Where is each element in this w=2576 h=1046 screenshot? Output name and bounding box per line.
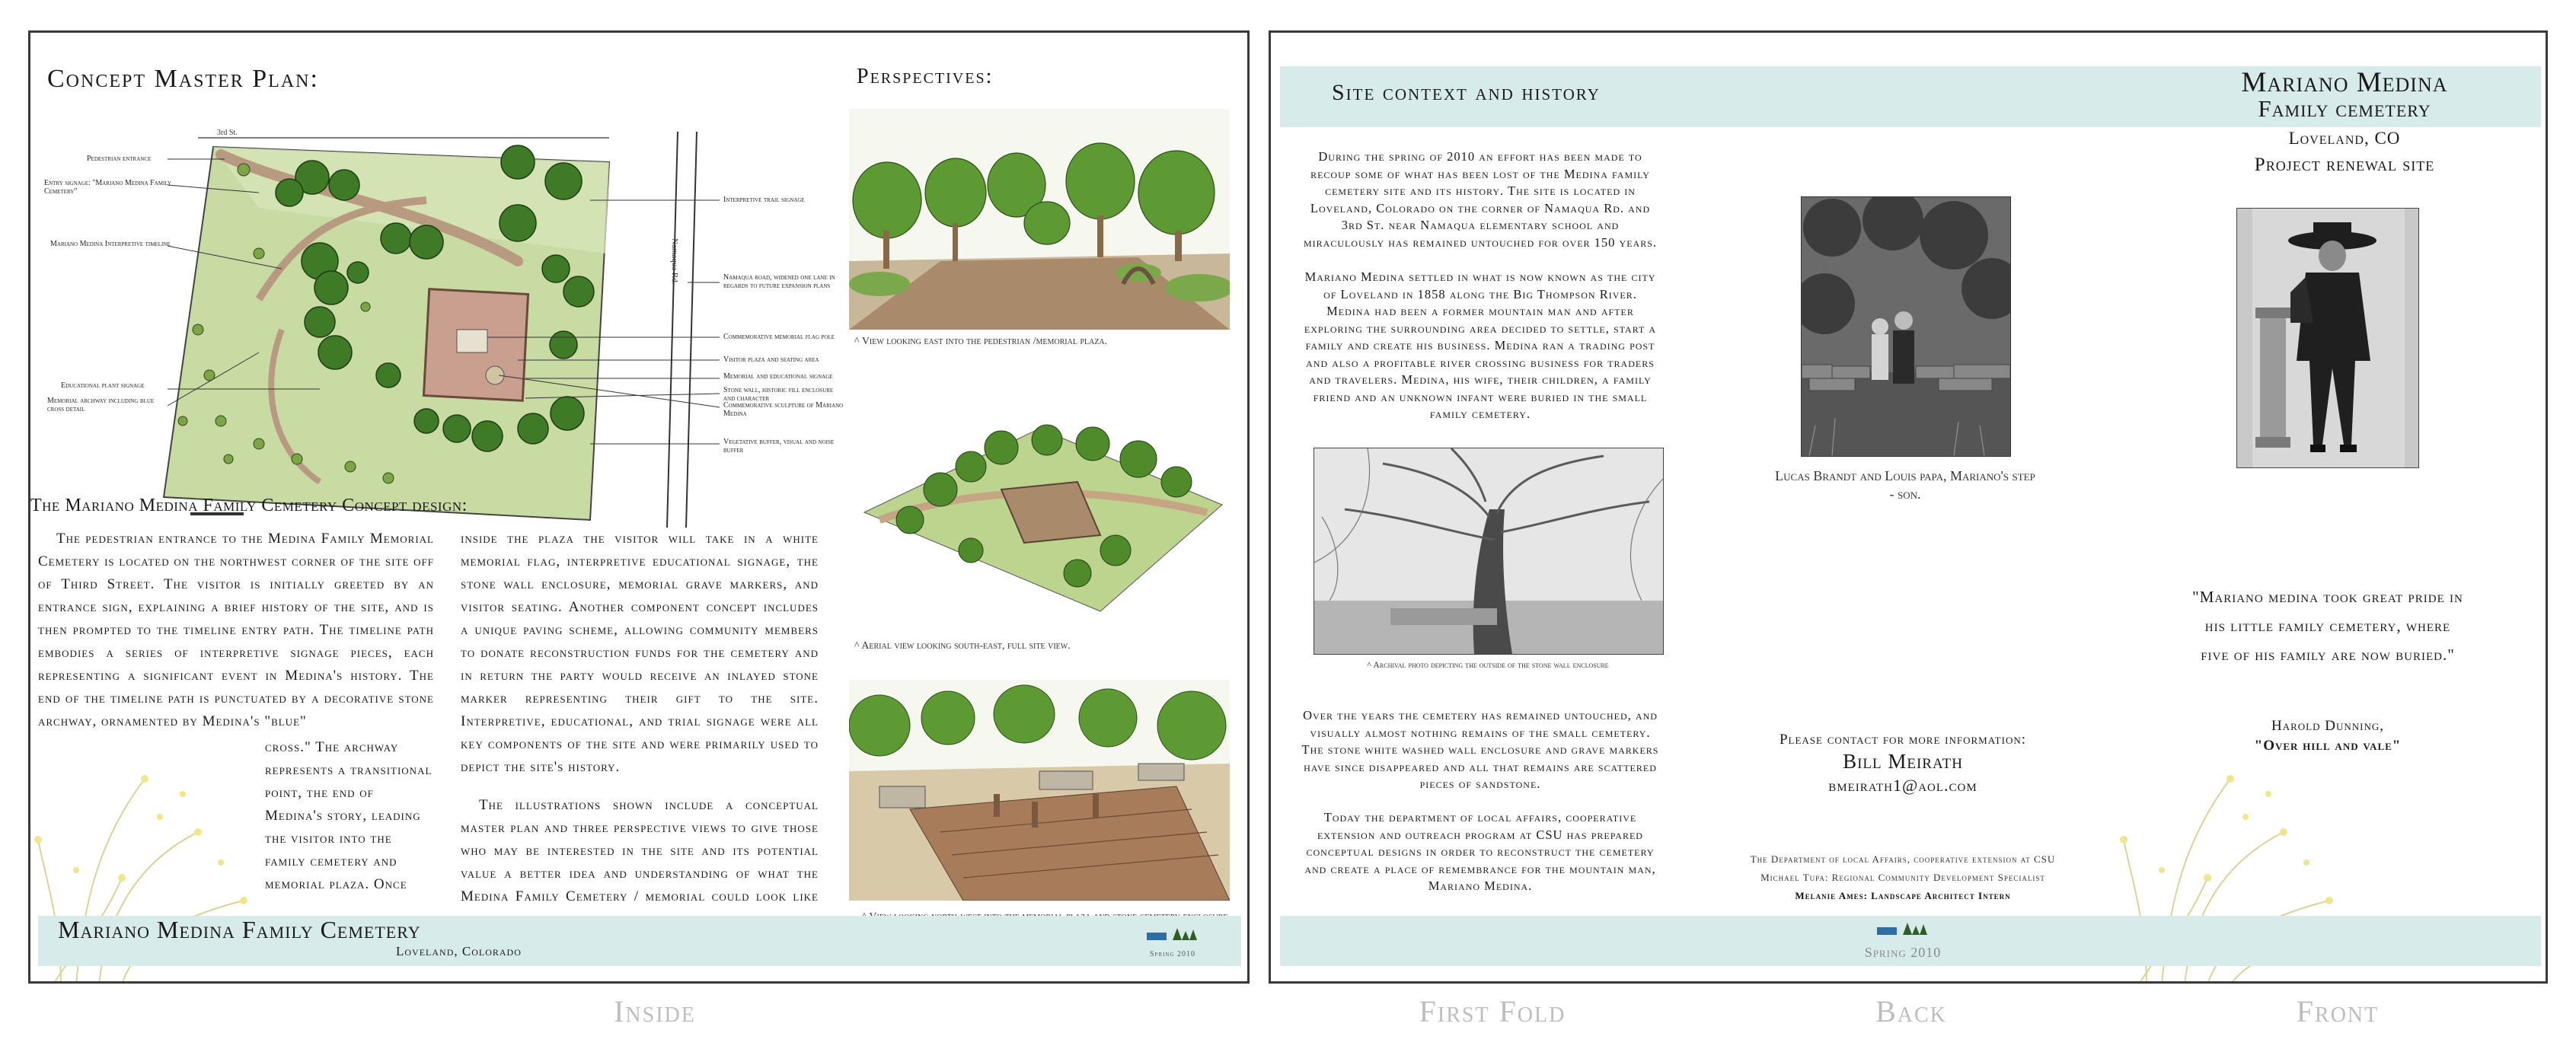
perspective-east-caption: ^ View looking east into the pedestrian /memorial plaza.: [854, 336, 1108, 347]
inside-footer-logo: [1142, 923, 1203, 960]
medina-portrait: [2236, 208, 2419, 468]
front-location: Loveland, CO: [2288, 129, 2401, 148]
plan-street-right: Namaqua Rd.: [670, 238, 679, 285]
perspectives-title: Perspectives:: [857, 65, 994, 88]
landscape-logo-icon: [1142, 923, 1203, 946]
inside-logo-text: Spring 2010: [1149, 950, 1196, 958]
history-paragraph-3: Over the years the cemetery has remained untouched, and visually almost nothing remains of the small cemetery. The stone white washed wall enclosure and grave markers have since disappeared and all that remains are scattered pieces of sandstone.: [1301, 708, 1659, 791]
callout-flag-pole: Commemorative memorial flag pole: [723, 333, 835, 341]
design-col1: The pedestrian entrance to the Medina Family Memorial Cemetery is located on the northwest corner of the site off of Third Street. The visitor is initially greeted by an entrance sign, explaining a brief history of the site, and is then prompted to the timeline entry path. The timeline path embodies a series of interpretive signage pieces, each representing a significant event in Medina's history. The end of the timeline path is punctuated by a decorative stone archway, ornamented by Medina's "blue": [38, 531, 434, 729]
fold-label-first-fold: First Fold: [1419, 994, 1566, 1028]
callout-pedestrian-entrance: Pedestrian entrance: [87, 155, 152, 163]
fold-label-inside: Inside: [614, 994, 696, 1028]
fold-label-front: Front: [2296, 994, 2380, 1028]
plan-street-top: 3rd St.: [217, 129, 238, 137]
callout-vegetative-buffer: Vegetative buffer, visual and noise buffer: [723, 438, 835, 454]
perspective-east-view: [849, 109, 1230, 330]
front-project: Project renewal site: [2254, 155, 2435, 175]
concept-title: Concept Master Plan:: [47, 65, 319, 93]
history-paragraph-1: During the spring of 2010 an effort has been made to recoup some of what has been lost of the Medina family cemetery site and its history. The site is located in Loveland, Colorado on the corner of Namaqua Rd. and 3rd St. near Namaqua elementary school and miraculously has remained untouched for over 150 years.: [1303, 149, 1657, 250]
history-paragraph-2: Mariano Medina settled in what is now known as the city of Loveland in 1858 along the Big Thompson River. Medina had been a former mountain man and after exploring the surrounding area decided to settle, start a family and create his business. Medina ran a trading post and also a profitable river crossing business for traders and travelers. Medina, his wife, their children, a family friend and an unknown infant were buried in the small family cemetery.: [1304, 269, 1657, 421]
callout-namaqua-road: Namaqua road, widened one lane in regards to future expansion plans: [723, 273, 835, 290]
callout-trail-signage: Interpretive trail signage: [723, 196, 805, 204]
landscape-logo-icon: [1872, 918, 1933, 941]
outside-footer-logo: [1850, 918, 1956, 964]
design-col2-a: inside the plaza the visitor will take in a white memorial flag, interpretive educational signage, the stone wall enclosure, memorial grave markers, and visitor seating. Another component concept includes a unique paving scheme, allowing community members to donate reconstruction funds for the cemetery and in return the party would receive an inlayed stone marker representing their gift to the site. Interpretive, educational, and trial signage were all key components of the site and were primarily used to depict the site's history.: [461, 531, 819, 775]
callout-memorial-signage: Memorial and educational signage: [723, 372, 833, 381]
contact-email: bmeirath1@aol.com: [1828, 776, 1977, 795]
context-title: Site context and history: [1332, 80, 1601, 105]
archival-photo: [1314, 448, 1664, 655]
perspective-northwest-view: [849, 680, 1230, 901]
callout-sculpture: Commemorative sculpture of Mariano Medina: [723, 401, 844, 418]
inside-panel: [28, 30, 1250, 984]
credit-line-1: The Department of local Affairs, cooperative extension at CSU: [1750, 853, 2056, 865]
family-photo: [1801, 196, 2011, 457]
contact-label: Please contact for more information:: [1779, 732, 2027, 748]
outside-panel: [1269, 30, 2548, 984]
master-plan-drawing: [30, 101, 853, 528]
callout-timeline: Mariano Medina Interpretive timeline: [50, 240, 171, 248]
design-col2-b: The illustrations shown include a conceptual master plan and three perspective views to give those who may be interested in the site and its potential value a better idea and understanding of what the Medina Family Cemetery / memorial could look like: [461, 797, 819, 904]
callout-visitor-plaza: Visitor plaza and seating area: [723, 356, 819, 364]
credit-line-3: Melanie Ames: Landscape Architect Intern: [1795, 890, 2011, 901]
inside-footer-title: Mariano Medina Family Cemetery: [58, 916, 421, 943]
design-heading: The Mariano Medina Family Cemetery Concept design:: [30, 496, 468, 515]
inside-footer-sub: Loveland, Colorado: [396, 944, 522, 958]
front-title-2: Family cemetery: [2258, 95, 2431, 122]
callout-memorial-archway: Memorial archway including blue cross detail: [47, 397, 155, 413]
callout-stone-wall: Stone wall, historic fill enclosure and character: [723, 386, 834, 403]
front-title-1: Mariano Medina: [2241, 67, 2448, 98]
history-paragraph-4: Today the department of local affairs, cooperative extension and outreach program at CSU has prepared conceptual designs in order to reconstruct the cemetery and create a place of remembrance for the mountain man, Mariano Medina.: [1304, 810, 1656, 893]
perspective-aerial-view: [849, 375, 1230, 619]
archival-caption: ^ Archival photo depicting the outside of the stone wall enclosure: [1367, 659, 1609, 670]
perspective-aerial-caption: ^ Aerial view looking south-east, full site view.: [854, 640, 1071, 652]
credit-line-2: Michael Tupa: Regional Community Development Specialist: [1760, 872, 2045, 883]
front-quote-source: "Over hill and vale": [2254, 738, 2402, 754]
outside-logo-text: Spring 2010: [1864, 945, 1942, 960]
front-quote: "Mariano medina took great pride in his little family cemetery, where five of his family are now buried.": [2192, 588, 2463, 664]
contact-name: Bill Meirath: [1843, 750, 1963, 773]
front-quote-author: Harold Dunning,: [2271, 718, 2384, 734]
design-col1-tail: cross." The archway represents a transitional point, the end of Medina's story, leading the visitor into the family cemetery and memorial plaza. Once: [265, 739, 433, 892]
callout-plant-signage: Educational plant signage: [61, 381, 145, 390]
fold-label-back: Back: [1875, 994, 1947, 1028]
family-photo-caption: Lucas Brandt and Louis papa, Mariano's step - son.: [1775, 468, 2035, 502]
callout-entry-signage: Entry signage: "Mariano Medina Family Cemetery": [44, 179, 171, 196]
